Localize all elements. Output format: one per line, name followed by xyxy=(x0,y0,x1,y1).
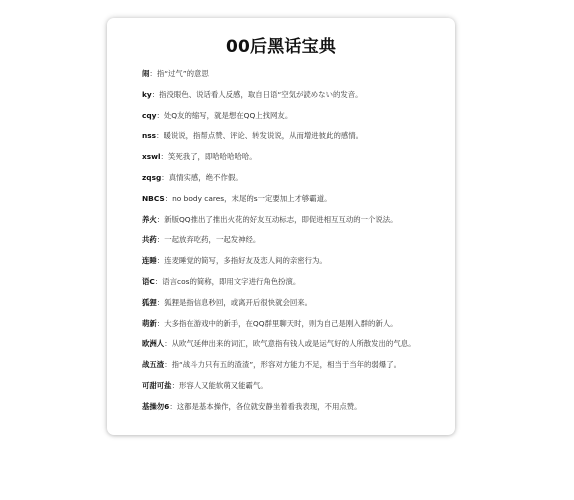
entry-definition: 这都是基本操作，各位就安静坐着看我表现，不用点赞。 xyxy=(176,401,362,411)
entry-colon: ： xyxy=(169,401,177,411)
entry-definition: 连麦睡觉的简写，多指好友及恋人间的亲密行为。 xyxy=(164,256,327,266)
list-item xyxy=(142,380,447,401)
entry-colon: ： xyxy=(164,339,172,349)
list-item xyxy=(142,318,447,339)
entry-colon: ： xyxy=(156,235,165,245)
entry-definition: 语言cos的简称，即用文字进行角色扮演。 xyxy=(162,276,301,286)
entry-colon: ： xyxy=(156,214,165,224)
entry-colon: ： xyxy=(161,172,169,182)
list-item xyxy=(142,214,447,235)
entry-term: NBCS xyxy=(142,193,165,203)
list-item xyxy=(142,359,447,380)
entry-colon: ： xyxy=(154,276,163,286)
list-item xyxy=(142,338,447,359)
entry-colon: ： xyxy=(151,89,160,99)
list-item xyxy=(142,110,447,131)
entry-term: 基操勿6 xyxy=(142,401,170,411)
entry-colon: ： xyxy=(156,297,165,307)
page-title: 00后黑话宝典 xyxy=(225,37,337,57)
entry-definition: 指“过气”的意思 xyxy=(156,69,209,78)
entry-term: 共药 xyxy=(142,235,157,245)
entry-term: 连睡 xyxy=(142,256,157,266)
entry-definition: 指“战斗力只有五的渣渣”，形容对方能力不足，相当于当年的弱爆了。 xyxy=(171,360,401,370)
entry-colon: ： xyxy=(156,110,164,120)
entry-term: nss xyxy=(142,131,157,141)
entry-definition: 真情实感，绝不作假。 xyxy=(168,172,243,182)
list-item xyxy=(142,193,447,214)
entry-definition: 从欧气延伸出来的词汇，欧气意指有钱人或是运气好的人所散发出的气息。 xyxy=(171,339,416,349)
entry-term: 欧洲人 xyxy=(142,339,165,349)
entry-colon: ： xyxy=(164,360,172,370)
entry-colon: ： xyxy=(149,69,157,78)
entry-term: 语C xyxy=(142,276,155,286)
glossary-list xyxy=(142,68,447,422)
entry-term: ky xyxy=(142,89,152,99)
entry-definition: 处Q友的缩写，就是想在QQ上找网友。 xyxy=(163,110,293,120)
entry-definition: 笑死我了，即哈哈哈哈哈。 xyxy=(167,152,257,162)
entry-term: xswl xyxy=(142,152,161,162)
entry-term: 战五渣 xyxy=(142,360,165,370)
list-item xyxy=(142,130,447,151)
list-item xyxy=(142,255,447,276)
entry-definition: no body cares，末尾的s一定要加上才够霸道。 xyxy=(172,193,332,203)
entry-colon: ： xyxy=(160,152,168,162)
entry-term: 可甜可盐 xyxy=(142,380,172,390)
entry-term: zqsg xyxy=(142,172,162,182)
entry-colon: ： xyxy=(171,380,179,390)
entry-colon: ： xyxy=(156,131,164,141)
entry-term: 萌新 xyxy=(142,318,157,328)
entry-colon: ： xyxy=(164,193,173,203)
entry-definition: 指没眼色、说话看人反感，取自日语“空気が読めない的发音。 xyxy=(159,89,363,99)
entry-colon: ： xyxy=(156,256,165,266)
entry-term: 狐狸 xyxy=(142,297,157,307)
list-item xyxy=(142,276,447,297)
list-item xyxy=(142,401,447,422)
list-item xyxy=(142,151,447,172)
content-card xyxy=(107,18,455,435)
list-item xyxy=(142,172,447,193)
entry-term: cqy xyxy=(142,110,157,120)
entry-colon: ： xyxy=(156,318,165,328)
entry-definition: 大多指在游戏中的新手，在QQ群里聊天时，则为自己是刚入群的新人。 xyxy=(164,318,398,328)
list-item xyxy=(142,234,447,255)
entry-definition: 暖说说，指帮点赞、评论、转发说说，从而增进彼此的感情。 xyxy=(163,131,364,141)
list-item xyxy=(142,68,447,89)
entry-definition: 形容人又能软萌又能霸气。 xyxy=(178,380,268,390)
entry-definition: 新版QQ推出了推出火花的好友互动标志，即促进相互互动的一个说法。 xyxy=(164,214,398,224)
list-item xyxy=(142,89,447,110)
entry-definition: 狐狸是指信息秒回，或离开后很快就会回来。 xyxy=(164,297,313,307)
entry-term: 养火 xyxy=(142,214,157,224)
entry-term: 闹 xyxy=(142,69,150,78)
entry-definition: 一起放弃吃药，一起发神经。 xyxy=(164,235,261,245)
list-item xyxy=(142,297,447,318)
